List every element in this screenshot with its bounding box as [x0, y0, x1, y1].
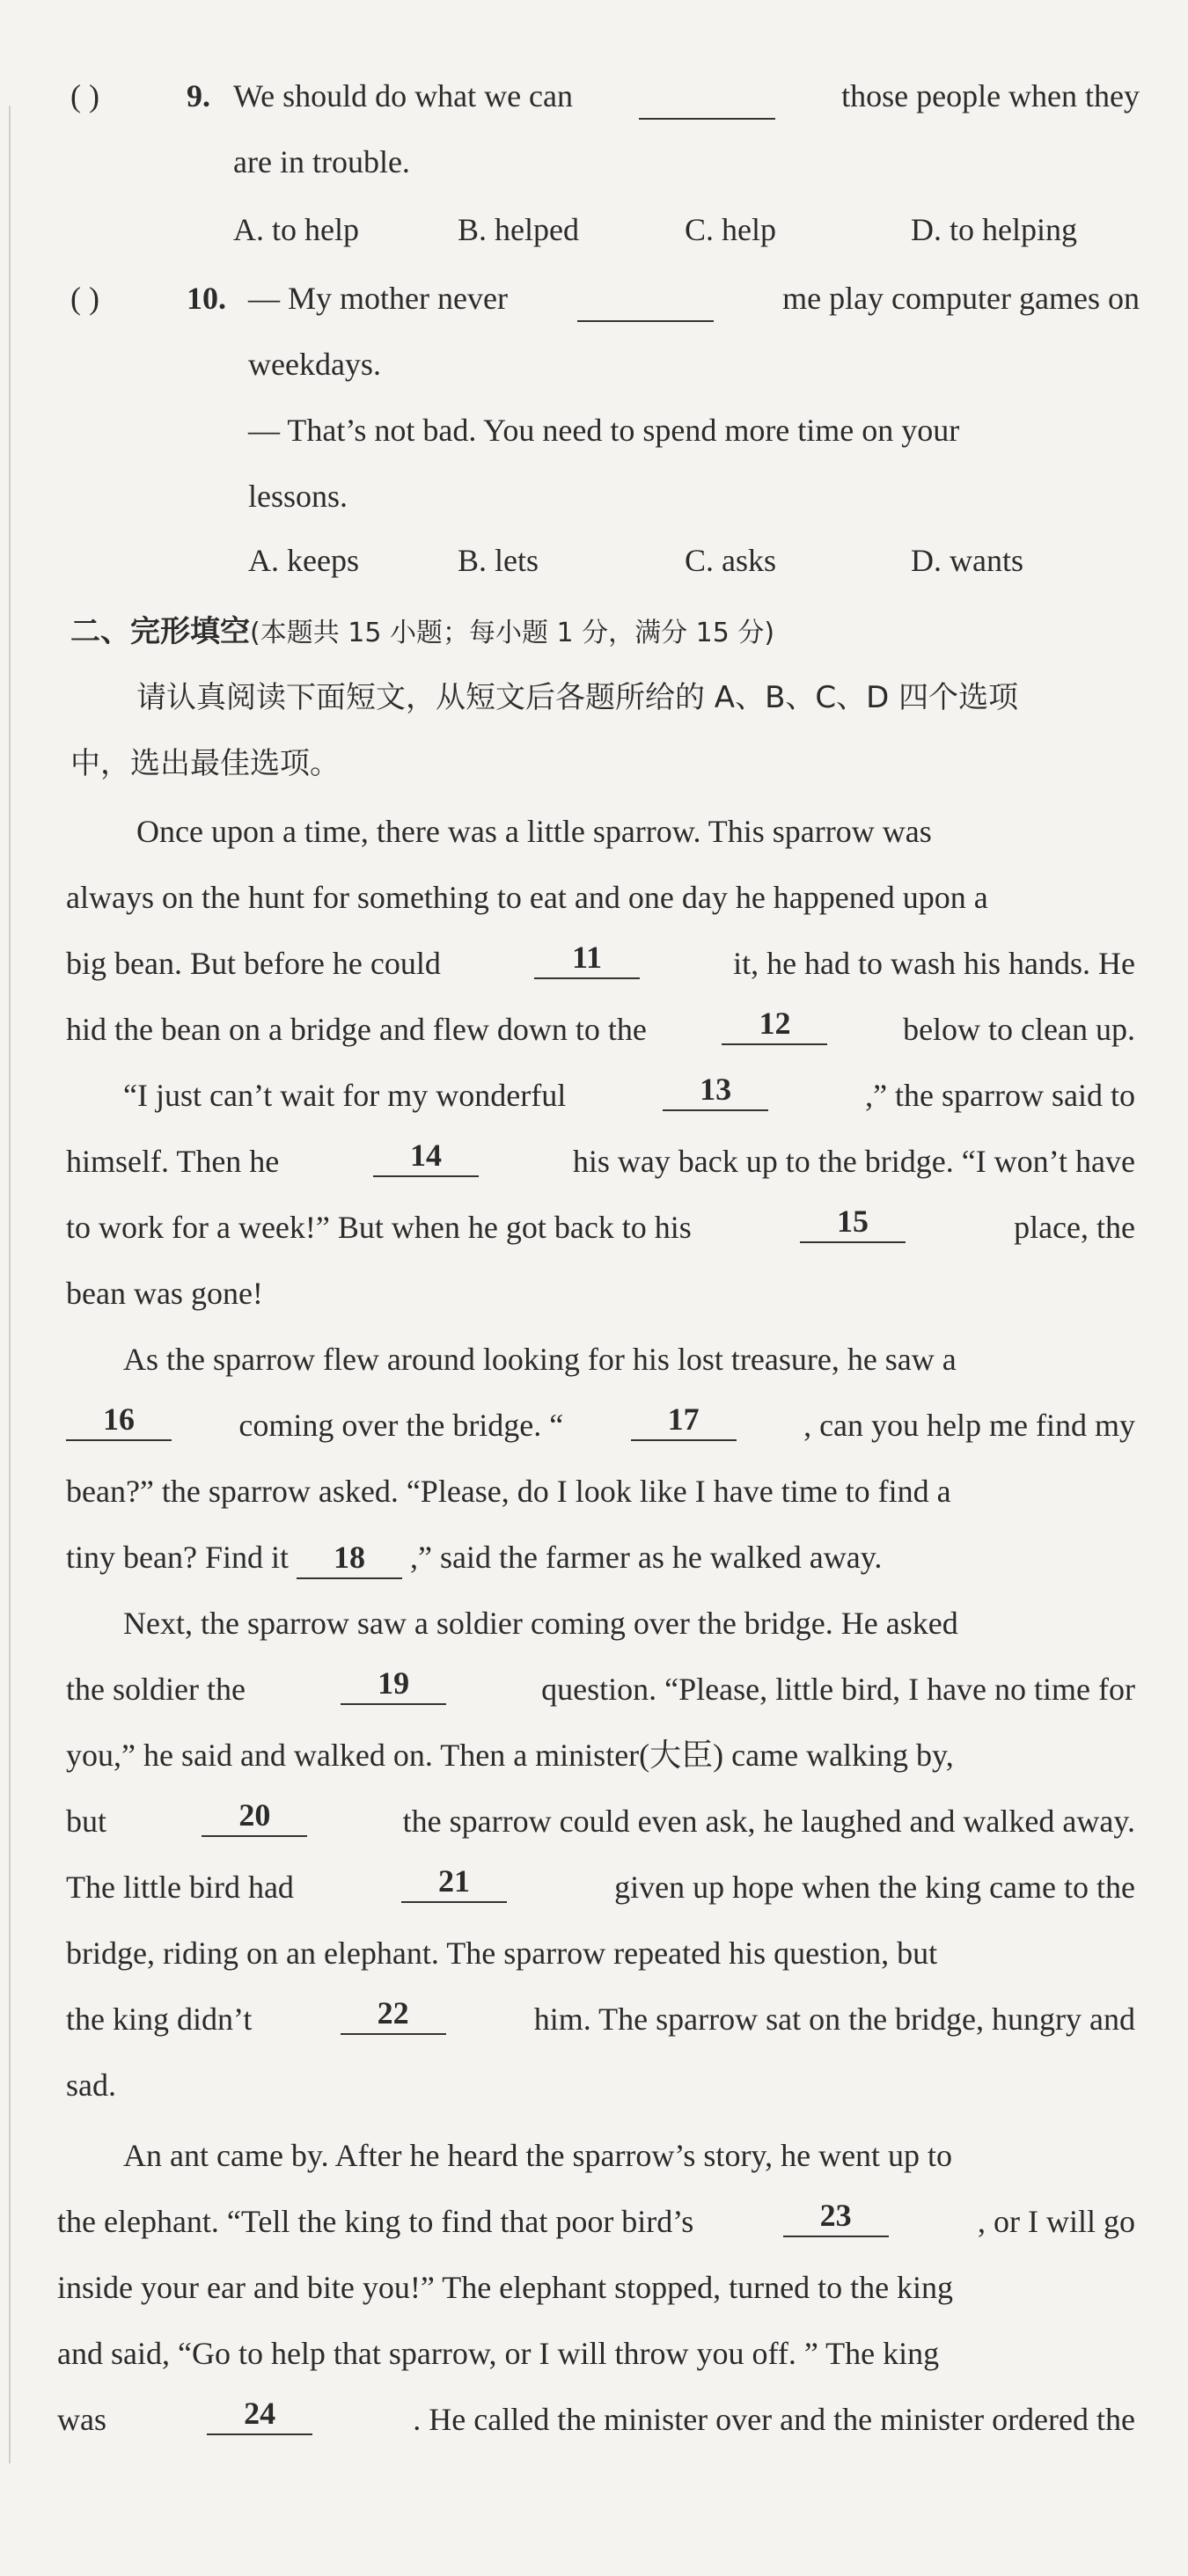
passage-line	[0, 1993, 1188, 2045]
stem-text: me play computer games on	[782, 281, 1140, 316]
passage-text: bean?” the sparrow asked. “Please, do I look like I have time to find a	[66, 1474, 951, 1509]
passage-text: An ant came by. After he heard the sparrow’s story, he went up to	[123, 2138, 953, 2173]
passage-text: the soldier the	[66, 1672, 246, 1707]
question-stem-line-2: weekdays.	[248, 347, 381, 382]
passage-line	[0, 1267, 1188, 1320]
passage-line	[0, 1135, 1188, 1188]
passage-text: As the sparrow flew around looking for his lost treasure, he saw a	[123, 1342, 957, 1377]
option-c[interactable]: C. help	[685, 212, 776, 247]
passage-text: question. “Please, little bird, I have no time for	[541, 1672, 1135, 1707]
question-number: 10.	[187, 281, 226, 316]
passage-text: inside your ear and bite you!” The elephant stopped, turned to the king	[57, 2270, 954, 2305]
passage-line	[0, 1531, 1188, 1584]
section-note: (本题共 15 小题；每小题 1 分，满分 15 分)	[250, 618, 775, 648]
answer-parenthesis[interactable]: ( )	[70, 78, 99, 113]
cloze-blank-18[interactable]: 18	[297, 1537, 402, 1579]
cloze-blank-14[interactable]: 14	[373, 1135, 479, 1177]
passage-text: hid the bean on a bridge and flew down to the	[66, 1012, 647, 1047]
passage-line	[0, 2393, 1188, 2446]
question-number: 9.	[187, 78, 210, 113]
passage-text: big bean. But before he could	[66, 946, 441, 981]
question-stem-line-3: — That’s not bad. You need to spend more time on your	[248, 413, 960, 448]
section-heading	[70, 607, 774, 650]
passage-text: himself. Then he	[66, 1144, 280, 1179]
cloze-blank-12[interactable]: 12	[722, 1003, 827, 1045]
passage-text: but	[66, 1804, 107, 1839]
passage-text: . He called the minister over and the minister ordered the	[413, 2402, 1135, 2437]
passage-text: coming over the bridge. “	[238, 1408, 564, 1443]
option-b[interactable]: B. lets	[458, 543, 539, 578]
passage-text: given up hope when the king came to the	[614, 1870, 1135, 1905]
passage-text: Next, the sparrow saw a soldier coming over the bridge. He asked	[123, 1606, 958, 1641]
stem-text: We should do what we can	[233, 78, 573, 113]
passage-text: place, the	[1014, 1210, 1135, 1245]
passage-text: bean was gone!	[66, 1276, 263, 1311]
stem-text: — My mother never	[248, 281, 508, 316]
cloze-blank-22[interactable]: 22	[341, 1993, 446, 2035]
passage-text: the elephant. “Tell the king to find that poor bird’s	[57, 2204, 694, 2239]
passage-text: the sparrow could even ask, he laughed and walked away.	[402, 1804, 1135, 1839]
passage-text: always on the hunt for something to eat and one day he happened upon a	[66, 880, 988, 915]
cloze-blank-24[interactable]: 24	[207, 2393, 312, 2435]
passage-text: ,” the sparrow said to	[865, 1078, 1135, 1113]
answer-blank[interactable]	[577, 280, 714, 322]
passage-text: it, he had to wash his hands. He	[733, 946, 1135, 981]
passage-line	[0, 871, 1188, 924]
passage-line	[0, 1795, 1188, 1848]
passage-line	[0, 2059, 1188, 2111]
question-stem-line-4: lessons.	[248, 479, 348, 514]
passage-text: and said, “Go to help that sparrow, or I will throw you off. ” The king	[57, 2336, 940, 2371]
cloze-blank-19[interactable]: 19	[341, 1663, 446, 1705]
cloze-blank-17[interactable]: 17	[631, 1399, 737, 1441]
passage-line	[0, 937, 1188, 990]
passage-line	[0, 1861, 1188, 1914]
answer-parenthesis[interactable]: ( )	[70, 281, 99, 316]
passage-line	[0, 1003, 1188, 1056]
passage-text: sad.	[66, 2067, 116, 2103]
passage-text: The little bird had	[66, 1870, 294, 1905]
section-title: 二、完形填空	[70, 614, 250, 649]
option-c[interactable]: C. asks	[685, 543, 777, 578]
question-stem-line-1	[233, 77, 1140, 120]
passage-text: you,” he said and walked on. Then a minister(大臣) came walking by,	[66, 1738, 954, 1773]
cloze-blank-13[interactable]: 13	[663, 1069, 768, 1111]
answer-blank[interactable]	[639, 77, 775, 120]
passage-text: , can you help me find my	[803, 1408, 1135, 1443]
cloze-blank-20[interactable]: 20	[202, 1795, 307, 1837]
passage-text: his way back up to the bridge. “I won’t have	[572, 1144, 1135, 1179]
passage-text: to work for a week!” But when he got back to his	[66, 1210, 692, 1245]
option-b[interactable]: B. helped	[458, 212, 579, 247]
question-stem-line-1	[248, 280, 1140, 322]
passage-line	[0, 2195, 1188, 2248]
option-d[interactable]: D. to helping	[911, 212, 1077, 247]
passage-line	[0, 1069, 1188, 1122]
passage-text: Once upon a time, there was a little sparrow. This sparrow was	[136, 814, 932, 849]
passage-line	[0, 1597, 1188, 1650]
passage-line	[0, 1663, 1188, 1716]
passage-line	[0, 1399, 1188, 1452]
passage-text: bridge, riding on an elephant. The sparrow repeated his question, but	[66, 1936, 938, 1971]
passage-text: , or I will go	[978, 2204, 1135, 2239]
cloze-blank-21[interactable]: 21	[401, 1861, 507, 1903]
passage-text: tiny bean? Find it	[66, 1540, 289, 1575]
passage-line	[0, 805, 1188, 858]
cloze-blank-23[interactable]: 23	[783, 2195, 889, 2237]
stem-text: those people when they	[841, 78, 1140, 113]
passage-line	[0, 1729, 1188, 1782]
section-instruction-line-2: 中，选出最佳选项。	[70, 746, 340, 781]
passage-text: below to clean up.	[903, 1012, 1135, 1047]
passage-line	[0, 2261, 1188, 2314]
section-instruction-line-1: 请认真阅读下面短文，从短文后各题所给的 A、B、C、D 四个选项	[136, 680, 1019, 715]
passage-text: ,” said the farmer as he walked away.	[409, 1540, 883, 1575]
question-stem-line-2: are in trouble.	[233, 144, 410, 179]
cloze-blank-16[interactable]: 16	[66, 1399, 172, 1441]
passage-line	[0, 2129, 1188, 2182]
cloze-blank-11[interactable]: 11	[534, 937, 640, 979]
passage-text: the king didn’t	[66, 2002, 253, 2037]
passage-line	[0, 1927, 1188, 1980]
passage-line	[0, 2327, 1188, 2380]
passage-text: “I just can’t wait for my wonderful	[123, 1078, 567, 1113]
passage-text: him. The sparrow sat on the bridge, hungry and	[533, 2002, 1135, 2037]
passage-text: was	[57, 2402, 106, 2437]
option-d[interactable]: D. wants	[911, 543, 1023, 578]
passage-line	[0, 1201, 1188, 1254]
passage-line	[0, 1333, 1188, 1386]
passage-line	[0, 1465, 1188, 1518]
option-a[interactable]: A. keeps	[248, 543, 359, 578]
option-a[interactable]: A. to help	[233, 212, 359, 247]
cloze-blank-15[interactable]: 15	[800, 1201, 906, 1243]
